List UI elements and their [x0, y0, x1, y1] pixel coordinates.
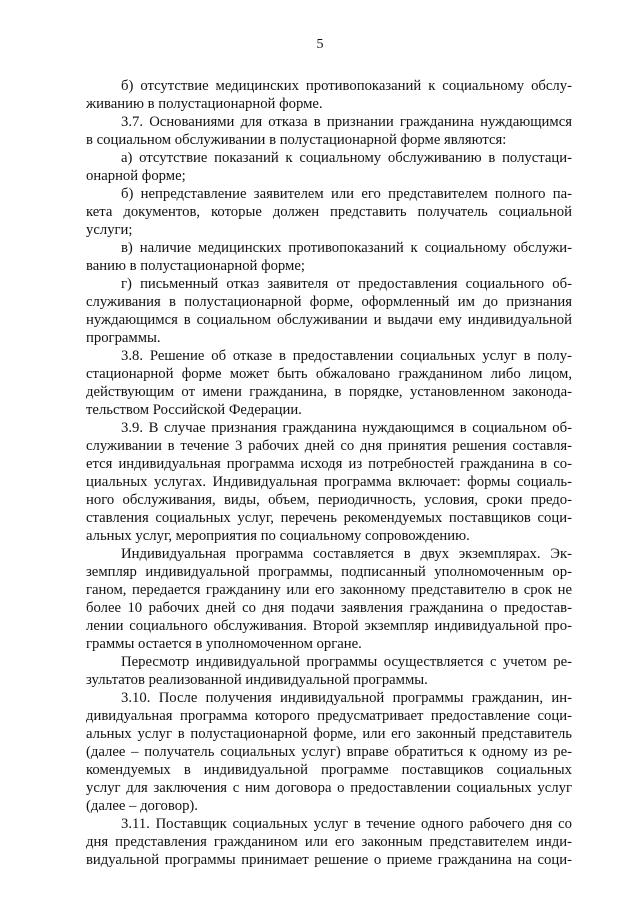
- text-line: Пересмотр индивидуальной программы осуществляется с учетом ре-: [121, 654, 572, 670]
- text-line: живанию в полустационарной форме.: [86, 96, 323, 112]
- text-line: (далее – получатель социальных услуг) вправе обратиться к одному из ре-: [86, 744, 572, 760]
- text-line: 3.9. В случае признания гражданина нуждающимся в социальном об-: [121, 420, 572, 436]
- text-line: в социальном обслуживании в полустационарной форме являются:: [86, 132, 507, 148]
- text-line: комендуемых в индивидуальной программе поставщиков социальных: [86, 762, 572, 778]
- document-body: [86, 77, 572, 869]
- text-line: 3.7. Основаниями для отказа в признании гражданина нуждающимся: [121, 114, 572, 130]
- text-line: услуг для заключения с ним договора о предоставлении социальных услуг: [86, 780, 572, 796]
- text-line: циальных услугах. Индивидуальная программа включает: формы социаль-: [86, 474, 572, 490]
- text-line: альных услуг в полустационарной форме, или его законный представитель: [86, 726, 572, 742]
- text-line: лении социального обслуживания. Второй экземпляр индивидуальной про-: [86, 618, 572, 634]
- text-line: земпляр индивидуальной программы, подписанный уполномоченным ор-: [86, 564, 572, 580]
- text-line: г) письменный отказ заявителя от предоставления социального об-: [121, 276, 572, 292]
- text-line: альных услуг, мероприятия по социальному сопровождению.: [86, 528, 470, 544]
- text-line: Индивидуальная программа составляется в двух экземплярах. Эк-: [121, 546, 572, 562]
- text-line: стационарной форме может быть обжаловано гражданином либо лицом,: [86, 366, 572, 382]
- text-line: действующим от имени гражданина, в порядке, установленном законода-: [86, 384, 572, 400]
- text-line: онарной форме;: [86, 168, 186, 184]
- text-line: граммы остается в уполномоченном органе.: [86, 636, 362, 652]
- text-line: нуждающимся в социальном обслуживании и выдачи ему индивидуальной: [86, 312, 572, 328]
- text-line: б) непредставление заявителем или его представителем полного па-: [121, 186, 572, 202]
- text-line: 3.10. После получения индивидуальной программы гражданин, ин-: [121, 690, 572, 706]
- text-line: б) отсутствие медицинских противопоказаний к социальному обслу-: [121, 78, 572, 94]
- text-line: (далее – договор).: [86, 798, 198, 814]
- text-line: дивидуальная программа которого предусматривает предоставление соци-: [86, 708, 572, 724]
- text-line: ганом, передается гражданину или его законному представителю в срок не: [86, 582, 572, 598]
- text-line: ного обслуживания, виды, объем, периодичность, условия, сроки предо-: [86, 492, 572, 508]
- text-line: дня представления гражданином или его законным представителем инди-: [86, 834, 572, 850]
- text-line: 3.11. Поставщик социальных услуг в течение одного рабочего дня со: [121, 816, 572, 832]
- text-line: услуги;: [86, 222, 133, 238]
- text-line: зультатов реализованной индивидуальной программы.: [86, 672, 428, 688]
- text-line: ется индивидуальная программа исходя из потребностей гражданина в со-: [86, 456, 572, 472]
- text-line: более 10 рабочих дней со дня подачи заявления гражданина о предостав-: [86, 600, 572, 616]
- page-number: 5: [316, 37, 324, 52]
- text-line: тельством Российской Федерации.: [86, 402, 302, 418]
- text-line: в) наличие медицинских противопоказаний к социальному обслужи-: [121, 240, 572, 256]
- text-line: а) отсутствие показаний к социальному обслуживанию в полустаци-: [121, 150, 572, 166]
- text-line: кета документов, которые должен представить получатель социальной: [86, 204, 572, 220]
- text-line: ставления социальных услуг, перечень рекомендуемых поставщиков соци-: [86, 510, 572, 526]
- text-line: служивании в течение 3 рабочих дней со дня принятия решения составля-: [86, 438, 572, 454]
- text-line: 3.8. Решение об отказе в предоставлении социальных услуг в полу-: [121, 348, 572, 364]
- text-line: ванию в полустационарной форме;: [86, 258, 305, 274]
- text-line: программы.: [86, 330, 161, 346]
- text-line: видуальной программы принимает решение о приеме гражданина на соци-: [86, 852, 572, 868]
- text-line: служивания в полустационарной форме, оформленный им до признания: [86, 294, 572, 310]
